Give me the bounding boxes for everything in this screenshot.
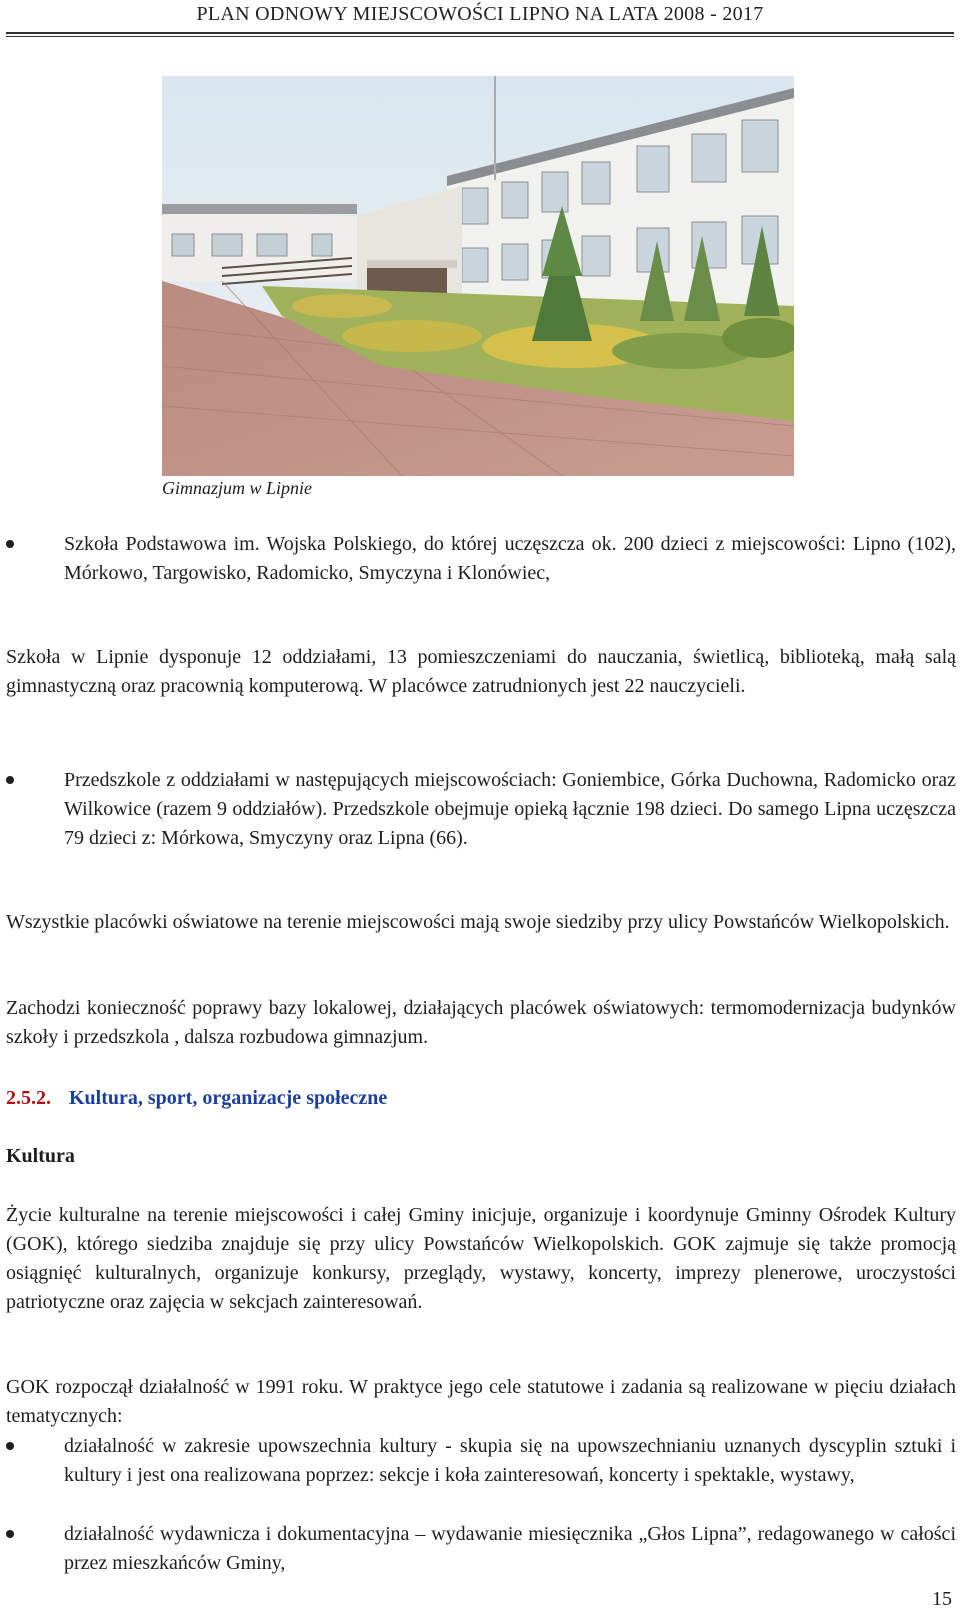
- header-rule: [6, 32, 954, 34]
- school-bullet-text: Szkoła Podstawowa im. Wojska Polskiego, do której uczęszcza ok. 200 dzieci z miejscowości: Lipno (102), Mórkowo, Targowisko, Radomicko, Smyczyna i Klonówiec,: [64, 533, 956, 584]
- page-header: [0, 0, 960, 40]
- activity-2-text: działalność wydawnicza i dokumentacyjna – wydawanie miesięcznika „Głos Lipna”, redagowanego w całości przez mieszkańców Gminy,: [64, 1523, 956, 1574]
- section-title: Kultura, sport, organizacje społeczne: [69, 1087, 388, 1109]
- school-photo: [162, 76, 794, 476]
- paragraph-culture-2: GOK rozpoczął działalność w 1991 roku. W praktyce jego cele statutowe i zadania są realizowane w pięciu działach tematycznych:: [6, 1376, 956, 1427]
- section-heading: [6, 1087, 387, 1110]
- subheading-kultura: Kultura: [6, 1145, 75, 1167]
- paragraph-school: Szkoła w Lipnie dysponuje 12 oddziałami, 13 pomieszczeniami do nauczania, świetlicą, biblioteką, małą salą gimnastyczną oraz pracownią komputerową. W placówce zatrudnionych jest 22 nauczycieli.: [6, 646, 956, 697]
- bullet-icon: [6, 776, 14, 784]
- bullet-icon: [6, 1530, 14, 1538]
- header-title: PLAN ODNOWY MIEJSCOWOŚCI LIPNO NA LATA 2008 - 2017: [196, 3, 764, 25]
- school-building-image: [162, 76, 794, 476]
- header-rule-thin: [6, 36, 954, 37]
- bullet-icon: [6, 540, 14, 548]
- activity-1-text: działalność w zakresie upowszechnia kultury - skupia się na upowszechnianiu uznanych dyscyplin sztuki i kultury i jest ona realizowana poprzez: sekcje i koła zainteresowań, koncerty i spektakle, wystawy,: [64, 1435, 956, 1486]
- preschool-bullet-text: Przedszkole z oddziałami w następujących miejscowościach: Goniembice, Górka Duchowna, Radomicko oraz Wilkowice (razem 9 oddziałów). Przedszkole obejmuje opieką łącznie 198 dzieci. Do samego Lipna uczęszcza 79 dzieci z: Mórkowa, Smyczyny oraz Lipna (66).: [64, 769, 956, 849]
- page-number: 15: [932, 1588, 952, 1610]
- paragraph-needs: Zachodzi konieczność poprawy bazy lokalowej, działających placówek oświatowych: termomodernizacja budynków szkoły i przedszkola , dalsza rozbudowa gimnazjum.: [6, 997, 956, 1048]
- paragraph-culture-1: Życie kulturalne na terenie miejscowości i całej Gminy inicjuje, organizuje i koordynuje Gminny Ośrodek Kultury (GOK), którego siedziba znajduje się przy ulicy Powstańców Wielkopolskich. GOK zajmuje się także promocją osiągnięć kulturalnych, organizuje konkursy, przeglądy, wystawy, koncerty, imprezy plenerowe, uroczystości patriotyczne oraz zajęcia w sekcjach zainteresowań.: [6, 1204, 956, 1313]
- bullet-icon: [6, 1442, 14, 1450]
- paragraph-facilities: Wszystkie placówki oświatowe na terenie miejscowości mają swoje siedziby przy ulicy Powstańców Wielkopolskich.: [6, 911, 950, 933]
- figure-caption: Gimnazjum w Lipnie: [162, 478, 313, 498]
- section-number: 2.5.2.: [6, 1087, 51, 1109]
